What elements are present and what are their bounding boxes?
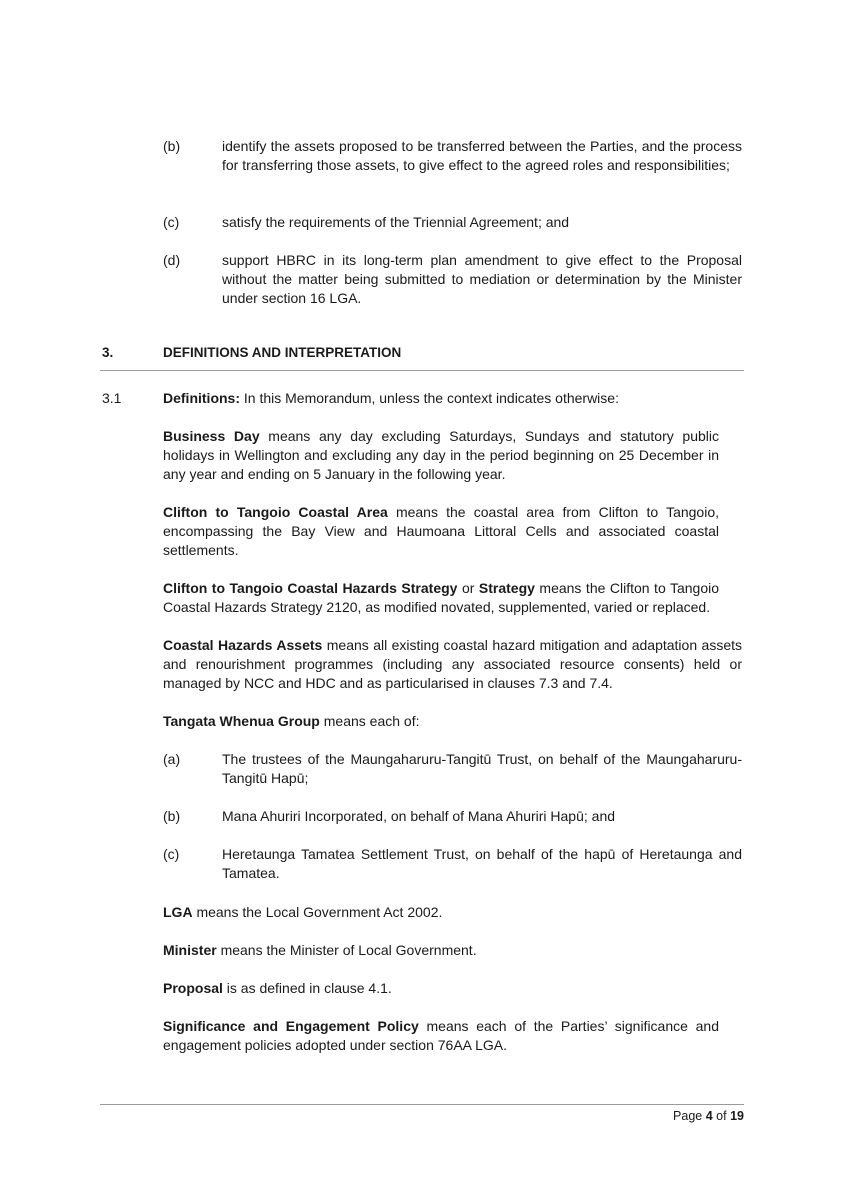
definition-connector: or (457, 580, 479, 596)
definition-business-day (163, 427, 719, 484)
definition-text: means each of the Parties’ significance and engagement policies adopted under section 76AA LGA. (163, 1018, 719, 1053)
definition-term: Clifton to Tangoio Coastal Hazards Strategy (163, 580, 458, 596)
of-word: of (716, 1109, 727, 1123)
total-pages: 19 (730, 1109, 744, 1123)
definition-coastal-assets (163, 636, 742, 693)
clause-label: Definitions: (163, 390, 240, 406)
page-indicator (673, 1107, 744, 1126)
list-item-text: support HBRC in its long-term plan amendment to give effect to the Proposal without the matter being submitted to mediation or determination by the Minister under section 16 LGA. (222, 252, 742, 306)
footer-divider (100, 1104, 744, 1105)
list-item-text: Mana Ahuriri Incorporated, on behalf of Mana Ahuriri Hapū; and (222, 808, 616, 824)
definition-term: Significance and Engagement Policy (163, 1018, 419, 1034)
definition-significance-policy (163, 1017, 719, 1055)
definition-strategy (163, 579, 719, 617)
list-item-label: (b) (163, 138, 181, 154)
list-item-label: (b) (163, 808, 181, 824)
definition-term: Minister (163, 942, 217, 958)
page-word: Page (673, 1109, 703, 1123)
list-item-text: The trustees of the Maungaharuru-Tangitū Trust, on behalf of the Maungaharuru-Tangitū Hapū; (222, 751, 742, 786)
clause-intro (163, 389, 723, 408)
definition-lga (163, 903, 719, 922)
clause-number: 3.1 (102, 390, 122, 406)
list-item-label: (a) (163, 751, 181, 767)
definition-term: LGA (163, 904, 193, 920)
clause-text: In this Memorandum, unless the context indicates otherwise: (240, 390, 619, 406)
list-item-label: (c) (163, 846, 180, 862)
list-item-text: satisfy the requirements of the Triennial Agreement; and (222, 214, 570, 230)
definition-text: means the Minister of Local Government. (216, 942, 477, 958)
list-item-label: (d) (163, 252, 181, 268)
definition-term: Clifton to Tangoio Coastal Area (163, 504, 388, 520)
definition-text: means the coastal area from Clifton to Tangoio, encompassing the Bay View and Haumoana Littoral Cells and associated coastal settlements. (163, 504, 720, 558)
definition-term: Business Day (163, 428, 260, 444)
definition-coastal-area (163, 503, 719, 560)
list-item-label: (c) (163, 214, 180, 230)
definition-term: Tangata Whenua Group (163, 713, 320, 729)
definition-proposal (163, 979, 719, 998)
definition-text: means all existing coastal hazard mitigation and adaptation assets and renourishment programmes (including any associated resource consents) held or managed by NCC and HDC and as particularised in clauses 7.3 and 7.4. (163, 637, 742, 691)
definition-tangata-whenua (163, 712, 719, 731)
definition-text: means the Local Government Act 2002. (192, 904, 443, 920)
definition-term: Strategy (478, 580, 535, 596)
definition-text: means the Clifton to Tangoio Coastal Hazards Strategy 2120, as modified novated, supplemented, varied or replaced. (163, 580, 720, 615)
section-title: DEFINITIONS AND INTERPRETATION (163, 345, 402, 360)
definition-minister (163, 941, 719, 960)
definition-term: Coastal Hazards Assets (163, 637, 323, 653)
definition-text: is as defined in clause 4.1. (222, 980, 392, 996)
list-item-text: Heretaunga Tamatea Settlement Trust, on behalf of the hapū of Heretaunga and Tamatea. (222, 846, 742, 881)
list-item-text: identify the assets proposed to be transferred between the Parties, and the process for transferring those assets, to give effect to the agreed roles and responsibilities; (222, 138, 742, 173)
section-divider (100, 370, 744, 371)
section-number: 3. (102, 345, 114, 360)
page-number: 4 (705, 1109, 713, 1123)
definition-text: means each of: (319, 713, 420, 729)
definition-text: means any day excluding Saturdays, Sundays and statutory public holidays in Wellington and excluding any day in the period beginning on 25 December in any year and ending on 5 January in the following year. (163, 428, 719, 482)
definition-term: Proposal (163, 980, 223, 996)
